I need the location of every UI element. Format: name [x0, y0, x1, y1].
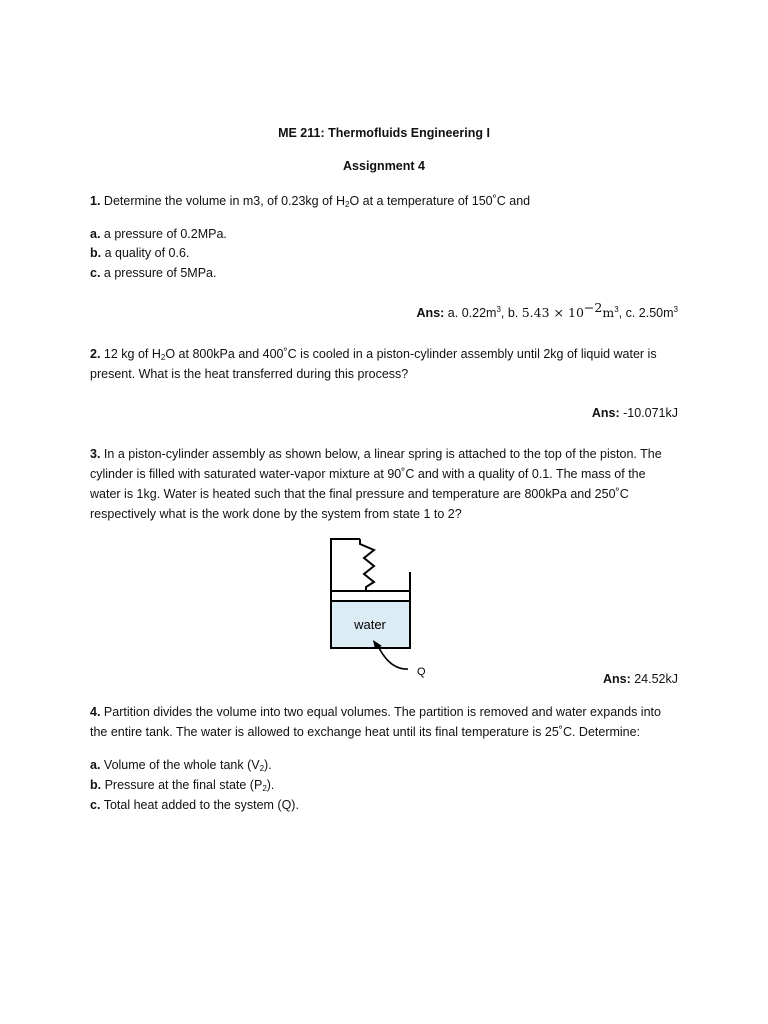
question-number: 1. [90, 194, 101, 208]
question-1-part-a: a. a pressure of 0.2MPa. [90, 227, 227, 241]
question-1-part-b: b. a quality of 0.6. [90, 246, 190, 260]
question-3-line-3: water is 1kg. Water is heated such that the final pressure and temperature are 800kPa and 250˚C [90, 487, 629, 501]
question-3-line-2: cylinder is filled with saturated water-vapor mixture at 90˚C and with a quality of 0.1. The mass of the [90, 467, 646, 481]
answer-3: Ans: 24.52kJ [602, 672, 678, 686]
heat-arrow [378, 646, 408, 669]
question-1-part-c: c. a pressure of 5MPa. [90, 266, 217, 280]
heat-label: Q [417, 666, 426, 678]
water-label: water [354, 617, 386, 632]
answer-2: Ans: -10.071kJ [591, 406, 678, 420]
question-1: 1. Determine the volume in m3, of 0.23kg of $H_2O$ at a temperature of 150˚C and [90, 194, 531, 209]
question-4-line-2: the entire tank. The water is allowed to exchange heat until its final temperature is 25˚C. Determine: [90, 725, 641, 739]
answer-1: Ans: a. $0.22m^3$, b. $5.43 \times 10^{-2}m^3$, c. $2.50m^3$ [416, 300, 678, 320]
question-3-line-4: respectively what is the work done by the system from state 1 to 2? [90, 507, 462, 521]
question-number: 3. [90, 447, 101, 461]
spring-icon [360, 539, 374, 591]
piston [331, 591, 410, 601]
question-2-line-2: present. What is the heat transferred during this process? [90, 367, 409, 381]
question-3-line-1: 3. In a piston-cylinder assembly as shown below, a linear spring is attached to the top of the piston. The [90, 447, 662, 461]
piston-cylinder-diagram [320, 532, 440, 682]
question-4-line-1: 4. Partition divides the volume into two equal volumes. The partition is removed and water expands into [90, 705, 661, 719]
question-2-line-1: 2. 12 kg of $H_2O$ at 800kPa and 400˚C is cooled in a piston-cylinder assembly until 2kg of liquid water is [90, 347, 657, 362]
assignment-title: Assignment 4 [343, 159, 425, 173]
question-4-part-a: a. Volume of the whole tank $(V_2)$. [90, 758, 272, 773]
question-number: 4. [90, 705, 101, 719]
question-4-part-b: b. Pressure at the final state $(P_2)$. [90, 778, 275, 793]
course-title: ME 211: Thermofluids Engineering I [278, 126, 490, 140]
question-4-part-c: c. Total heat added to the system (Q). [90, 798, 299, 812]
spring-housing [331, 539, 360, 591]
question-number: 2. [90, 347, 101, 361]
